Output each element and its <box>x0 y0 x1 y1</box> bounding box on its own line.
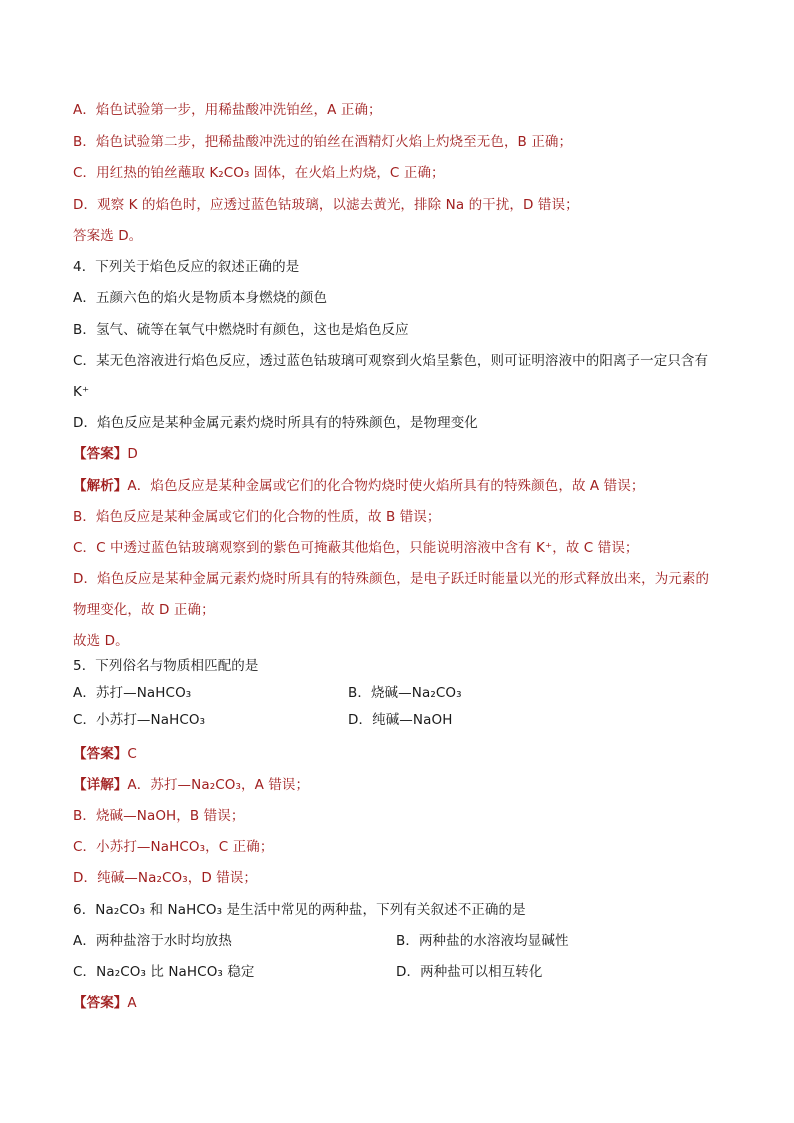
explanation-line-b: B．焰色试验第二步，把稀盐酸冲洗过的铂丝在酒精灯火焰上灼烧至无色，B 正确； <box>73 134 573 150</box>
question-4-option-d: D．焰色反应是某种金属元素灼烧时所具有的特殊颜色，是物理变化 <box>73 415 478 431</box>
question-6-option-d: D．两种盐可以相互转化 <box>396 964 543 980</box>
explanation-line-a: A．焰色试验第一步，用稀盐酸冲洗铂丝，A 正确； <box>73 102 382 118</box>
answer-value: D <box>127 446 138 462</box>
analysis-4-line-a <box>73 477 644 495</box>
question-5-option-b: B．烧碱—Na₂CO₃ <box>348 685 462 701</box>
question-4-option-a: A．五颜六色的焰火是物质本身燃烧的颜色 <box>73 290 328 306</box>
explanation-line-d: D．观察 K 的焰色时，应透过蓝色钴玻璃，以滤去黄光，排除 Na 的干扰，D 错误； <box>73 197 579 213</box>
analysis-4-line-c: C．C 中透过蓝色钴玻璃观察到的紫色可掩蔽其他焰色，只能说明溶液中含有 K⁺，故 C 错误； <box>73 540 639 556</box>
question-5-option-d: D．纯碱—NaOH <box>348 712 453 728</box>
answer-5 <box>73 745 137 763</box>
question-4-option-c-cont: K⁺ <box>73 384 90 400</box>
explanation-conclusion: 答案选 D。 <box>73 228 143 244</box>
analysis-4-line-b: B．焰色反应是某种金属或它们的化合物的性质，故 B 错误； <box>73 509 441 525</box>
analysis-tag: 【解析】 <box>73 478 128 494</box>
answer-6 <box>73 994 137 1012</box>
explanation-line-c: C．用红热的铂丝蘸取 K₂CO₃ 固体，在火焰上灼烧，C 正确； <box>73 165 445 181</box>
answer-tag: 【答案】 <box>73 746 128 762</box>
analysis-4-line-d: D．焰色反应是某种金属元素灼烧时所具有的特殊颜色，是电子跃迁时能量以光的形式释放出来，为元素的 <box>73 571 710 587</box>
analysis-4-line-d-cont: 物理变化，故 D 正确； <box>73 602 215 618</box>
answer-value: C <box>127 746 137 762</box>
question-5-option-c: C．小苏打—NaHCO₃ <box>73 712 206 728</box>
question-6-option-c: C．Na₂CO₃ 比 NaHCO₃ 稳定 <box>73 964 255 980</box>
detail-text: A．苏打—Na₂CO₃，A 错误； <box>127 777 310 793</box>
question-5-stem: 5．下列俗名与物质相匹配的是 <box>73 658 259 674</box>
analysis-4-conclusion: 故选 D。 <box>73 633 129 649</box>
answer-tag: 【答案】 <box>73 995 128 1011</box>
question-4-option-c: C．某无色溶液进行焰色反应，透过蓝色钴玻璃可观察到火焰呈紫色，则可证明溶液中的阳离子一定只含有 <box>73 353 709 369</box>
detail-5-line-a <box>73 776 309 794</box>
detail-5-line-d: D．纯碱—Na₂CO₃，D 错误； <box>73 870 258 886</box>
detail-5-line-b: B．烧碱—NaOH，B 错误； <box>73 808 245 824</box>
analysis-text: A．焰色反应是某种金属或它们的化合物灼烧时使火焰所具有的特殊颜色，故 A 错误； <box>127 478 645 494</box>
question-6-option-b: B．两种盐的水溶液均显碱性 <box>396 933 569 949</box>
question-4-option-b: B．氢气、硫等在氧气中燃烧时有颜色，这也是焰色反应 <box>73 322 409 338</box>
question-6-option-a: A．两种盐溶于水时均放热 <box>73 933 232 949</box>
detail-tag: 【详解】 <box>73 777 128 793</box>
detail-5-line-c: C．小苏打—NaHCO₃，C 正确； <box>73 839 274 855</box>
question-6-stem: 6．Na₂CO₃ 和 NaHCO₃ 是生活中常见的两种盐，下列有关叙述不正确的是 <box>73 902 526 918</box>
answer-value: A <box>127 995 137 1011</box>
question-4-stem: 4．下列关于焰色反应的叙述正确的是 <box>73 259 300 275</box>
question-5-option-a: A．苏打—NaHCO₃ <box>73 685 192 701</box>
answer-tag: 【答案】 <box>73 446 128 462</box>
answer-4 <box>73 445 138 463</box>
